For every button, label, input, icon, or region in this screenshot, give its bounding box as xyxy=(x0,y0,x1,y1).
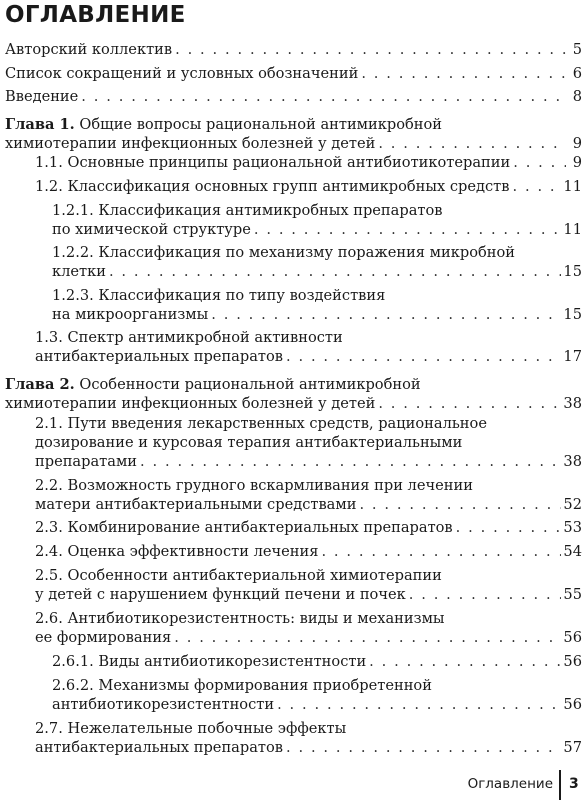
chapter-label: Глава 1. xyxy=(5,116,75,133)
toc-section-2-2-line1: 2.2. Возможность грудного вскармливания при лечении xyxy=(35,477,473,494)
leader-dots xyxy=(378,394,561,414)
toc-subsection-2-6-2-line1: 2.6.2. Механизмы формирования приобретенной xyxy=(52,677,432,694)
toc-section-2-7-line1: 2.7. Нежелательные побочные эффекты xyxy=(35,720,347,737)
toc-entry-title: по химической структуре xyxy=(52,221,251,238)
toc-page-number: 9 xyxy=(572,135,582,152)
chapter-title-line1: Общие вопросы рациональной антимикробной xyxy=(74,116,443,133)
toc-page-number: 52 xyxy=(563,496,582,513)
toc-entry-title: у детей с нарушением функций печени и почек xyxy=(35,586,406,603)
chapter-title-line2: химиотерапии инфекционных болезней у детей xyxy=(5,395,376,412)
toc-page-number: 38 xyxy=(563,453,582,470)
toc-page-number: 8 xyxy=(572,88,582,105)
leader-dots xyxy=(254,220,562,240)
toc-section-2-6-line1: 2.6. Антибиотикорезистентность: виды и механизмы xyxy=(35,610,445,627)
toc-subsection-1-2-2-line1: 1.2.2. Классификация по механизму поражения микробной xyxy=(52,244,516,261)
leader-dots xyxy=(456,518,562,538)
toc-page-number: 54 xyxy=(563,543,582,560)
leader-dots xyxy=(321,542,561,562)
toc-entry-abbreviations[interactable] xyxy=(5,64,582,84)
toc-entry-title: ее формирования xyxy=(35,629,172,646)
toc-subsection-2-6-1[interactable] xyxy=(52,652,582,672)
toc-section-2-6[interactable] xyxy=(35,628,582,648)
footer-divider xyxy=(559,770,561,800)
leader-dots xyxy=(286,738,561,758)
toc-entry-title: 1.1. Основные принципы рациональной антибиотикотерапии xyxy=(35,154,511,171)
toc-page-number: 15 xyxy=(563,306,582,323)
toc-page-number: 57 xyxy=(563,739,582,756)
toc-entry-introduction[interactable] xyxy=(5,87,582,107)
toc-page-number: 38 xyxy=(563,395,582,412)
toc-page-number: 9 xyxy=(572,154,582,171)
toc-section-2-1-line1: 2.1. Пути введения лекарственных средств, рациональное xyxy=(35,415,487,432)
toc-entry-title: на микроорганизмы xyxy=(52,306,209,323)
toc-page-number: 11 xyxy=(563,221,582,238)
page-title: ОГЛАВЛЕНИЕ xyxy=(5,2,186,28)
running-footer-section: Оглавление xyxy=(467,776,553,792)
leader-dots xyxy=(409,585,562,605)
toc-subsection-1-2-3[interactable] xyxy=(52,305,582,325)
toc-page-number: 55 xyxy=(563,586,582,603)
page-number: 3 xyxy=(569,776,579,792)
leader-dots xyxy=(378,134,566,154)
leader-dots xyxy=(359,495,561,515)
toc-section-1-1[interactable] xyxy=(35,153,582,173)
chapter-title-line2: химиотерапии инфекционных болезней у детей xyxy=(5,135,376,152)
toc-page-number: 11 xyxy=(563,178,582,195)
leader-dots xyxy=(81,87,566,107)
leader-dots xyxy=(361,64,566,84)
toc-entry-title: антибактериальных препаратов xyxy=(35,348,283,365)
toc-entry-title: клетки xyxy=(52,263,106,280)
toc-page-number: 5 xyxy=(572,41,582,58)
toc-page-number: 6 xyxy=(572,65,582,82)
toc-section-2-2[interactable] xyxy=(35,495,582,515)
toc-section-2-1[interactable] xyxy=(35,452,582,472)
toc-subsection-1-2-3-line1: 1.2.3. Классификация по типу воздействия xyxy=(52,287,386,304)
toc-page-number: 56 xyxy=(563,696,582,713)
toc-section-1-3[interactable] xyxy=(35,347,582,367)
leader-dots xyxy=(513,153,566,173)
toc-page-number: 56 xyxy=(563,653,582,670)
toc-entry-title: Авторский коллектив xyxy=(5,41,173,58)
leader-dots xyxy=(175,40,566,60)
toc-entry-authors[interactable] xyxy=(5,40,582,60)
toc-chapter-2[interactable] xyxy=(5,394,582,414)
toc-section-2-4[interactable] xyxy=(35,542,582,562)
toc-subsection-2-6-2[interactable] xyxy=(52,695,582,715)
chapter-title-line1: Особенности рациональной антимикробной xyxy=(74,376,421,393)
toc-section-1-2[interactable] xyxy=(35,177,582,197)
toc-section-2-3[interactable] xyxy=(35,518,582,538)
leader-dots xyxy=(174,628,561,648)
leader-dots xyxy=(369,652,561,672)
leader-dots xyxy=(109,262,561,282)
toc-entry-title: 2.6.1. Виды антибиотикорезистентности xyxy=(52,653,367,670)
toc-entry-title: 1.2. Классификация основных групп антимикробных средств xyxy=(35,178,510,195)
toc-entry-title: антибактериальных препаратов xyxy=(35,739,283,756)
toc-entry-title: Список сокращений и условных обозначений xyxy=(5,65,359,82)
toc-chapter-2-heading[interactable] xyxy=(5,375,421,395)
toc-chapter-1[interactable] xyxy=(5,134,582,154)
toc-entry-title: препаратами xyxy=(35,453,138,470)
toc-subsection-1-2-1[interactable] xyxy=(52,220,582,240)
toc-page-number: 56 xyxy=(563,629,582,646)
toc-chapter-1-heading[interactable] xyxy=(5,115,442,135)
toc-section-2-1-line2: дозирование и курсовая терапия антибактериальными xyxy=(35,434,463,451)
leader-dots xyxy=(140,452,561,472)
chapter-label: Глава 2. xyxy=(5,376,75,393)
toc-subsection-1-2-2[interactable] xyxy=(52,262,582,282)
toc-section-2-5[interactable] xyxy=(35,585,582,605)
toc-entry-title: матери антибактериальными средствами xyxy=(35,496,357,513)
toc-entry-title: 2.4. Оценка эффективности лечения xyxy=(35,543,319,560)
leader-dots xyxy=(211,305,561,325)
toc-section-1-3-line1: 1.3. Спектр антимикробной активности xyxy=(35,329,343,346)
toc-page-number: 53 xyxy=(563,519,582,536)
toc-entry-title: 2.3. Комбинирование антибактериальных препаратов xyxy=(35,519,453,536)
toc-page-number: 17 xyxy=(563,348,582,365)
toc-entry-title: Введение xyxy=(5,88,79,105)
leader-dots xyxy=(286,347,561,367)
toc-entry-title: антибиотикорезистентности xyxy=(52,696,275,713)
toc-page-number: 15 xyxy=(563,263,582,280)
toc-subsection-1-2-1-line1: 1.2.1. Классификация антимикробных препаратов xyxy=(52,202,443,219)
toc-section-2-5-line1: 2.5. Особенности антибактериальной химиотерапии xyxy=(35,567,442,584)
leader-dots xyxy=(512,177,561,197)
toc-section-2-7[interactable] xyxy=(35,738,582,758)
leader-dots xyxy=(277,695,561,715)
